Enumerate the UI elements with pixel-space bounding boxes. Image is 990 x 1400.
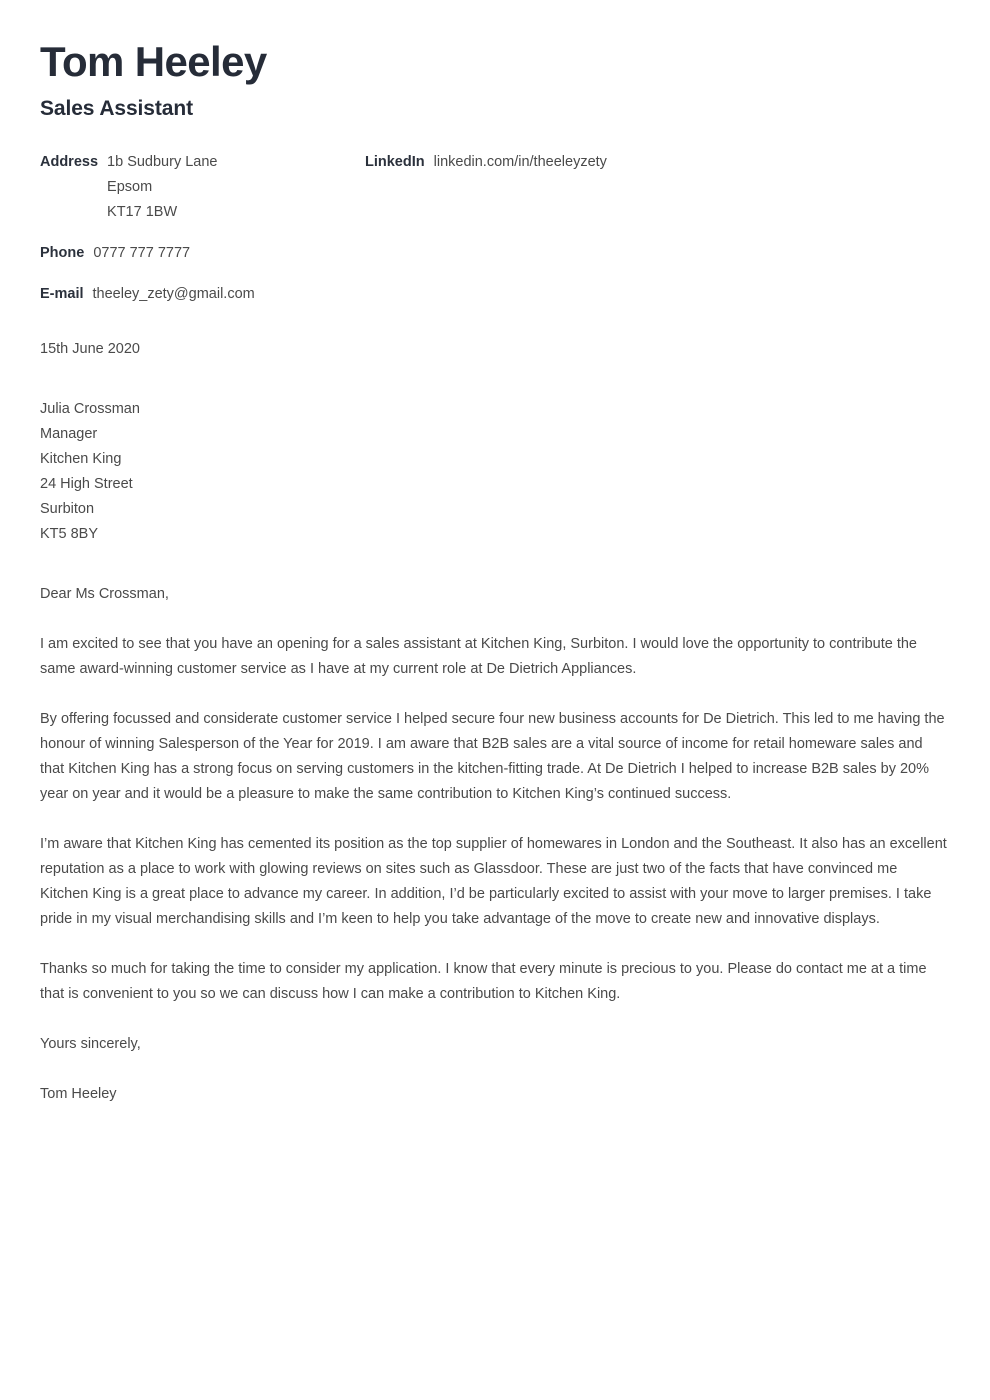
body-paragraph: I’m aware that Kitchen King has cemented its position as the top supplier of homewares in London and the Southeast. It also has an excellent reputation as a place to work with glowing reviews on sites such as Glassdoor. These are just two of the facts that have convinced me Kitchen King is a great place to advance my career. In addition, I’d be particularly excited to assist with your move to larger premises. I take pride in my visual merchandising skills and I’m keen to help you take advantage of the move to create new and innovative displays. bbox=[40, 835, 947, 927]
address-value bbox=[107, 150, 217, 225]
address-label: Address bbox=[40, 153, 99, 170]
address-line-1: 1b Sudbury Lane bbox=[107, 153, 218, 170]
recipient-company: Kitchen King bbox=[40, 450, 122, 467]
sign-off: Yours sincerely, bbox=[40, 1035, 141, 1052]
recipient-address bbox=[40, 397, 947, 547]
signature-name: Tom Heeley bbox=[40, 1085, 117, 1102]
phone-value[interactable]: 0777 777 7777 bbox=[93, 244, 191, 261]
contact-row-phone bbox=[40, 241, 365, 266]
body-paragraph: I am excited to see that you have an opening for a sales assistant at Kitchen King, Surbiton. I would love the opportunity to contribute the same award-winning customer service as I have at my current role at De Dietrich Appliances. bbox=[40, 635, 917, 677]
recipient-postcode: KT5 8BY bbox=[40, 525, 99, 542]
letter-body bbox=[40, 632, 947, 1007]
letter-header bbox=[40, 40, 947, 121]
contact-row-email bbox=[40, 282, 365, 307]
page-title: Tom Heeley bbox=[40, 38, 267, 85]
recipient-name: Julia Crossman bbox=[40, 400, 140, 417]
letter-date: 15th June 2020 bbox=[40, 340, 140, 357]
contact-row-linkedin bbox=[365, 150, 947, 175]
email-label: E-mail bbox=[40, 285, 84, 302]
contact-row-address bbox=[40, 150, 365, 225]
body-paragraph: Thanks so much for taking the time to consider my application. I know that every minute is precious to you. Please do contact me at a time that is convenient to you so we can discuss how I can make a contribution to Kitchen King. bbox=[40, 960, 927, 1002]
salutation: Dear Ms Crossman, bbox=[40, 585, 169, 602]
contact-column-right bbox=[365, 150, 947, 175]
linkedin-label: LinkedIn bbox=[365, 153, 425, 170]
phone-label: Phone bbox=[40, 244, 85, 261]
email-value[interactable]: theeley_zety@gmail.com bbox=[92, 285, 255, 302]
recipient-street: 24 High Street bbox=[40, 475, 133, 492]
recipient-town: Surbiton bbox=[40, 500, 95, 517]
contact-details bbox=[40, 150, 947, 307]
address-line-2: Epsom bbox=[107, 178, 153, 195]
body-paragraph: By offering focussed and considerate customer service I helped secure four new business accounts for De Dietrich. This led to me having the honour of winning Salesperson of the Year for 2019. I am aware that B2B sales are a vital source of income for retail homeware sales and that Kitchen King has a strong focus on serving customers in the kitchen-fitting trade. At De Dietrich I helped to increase B2B sales by 20% year on year and it would be a pleasure to make the same contribution to Kitchen King’s continued success. bbox=[40, 710, 945, 802]
recipient-position: Manager bbox=[40, 425, 98, 442]
candidate-job-title: Sales Assistant bbox=[40, 96, 193, 120]
linkedin-value[interactable]: linkedin.com/in/theeleyzety bbox=[433, 153, 607, 170]
address-line-3: KT17 1BW bbox=[107, 203, 178, 220]
contact-column-left bbox=[40, 150, 365, 307]
